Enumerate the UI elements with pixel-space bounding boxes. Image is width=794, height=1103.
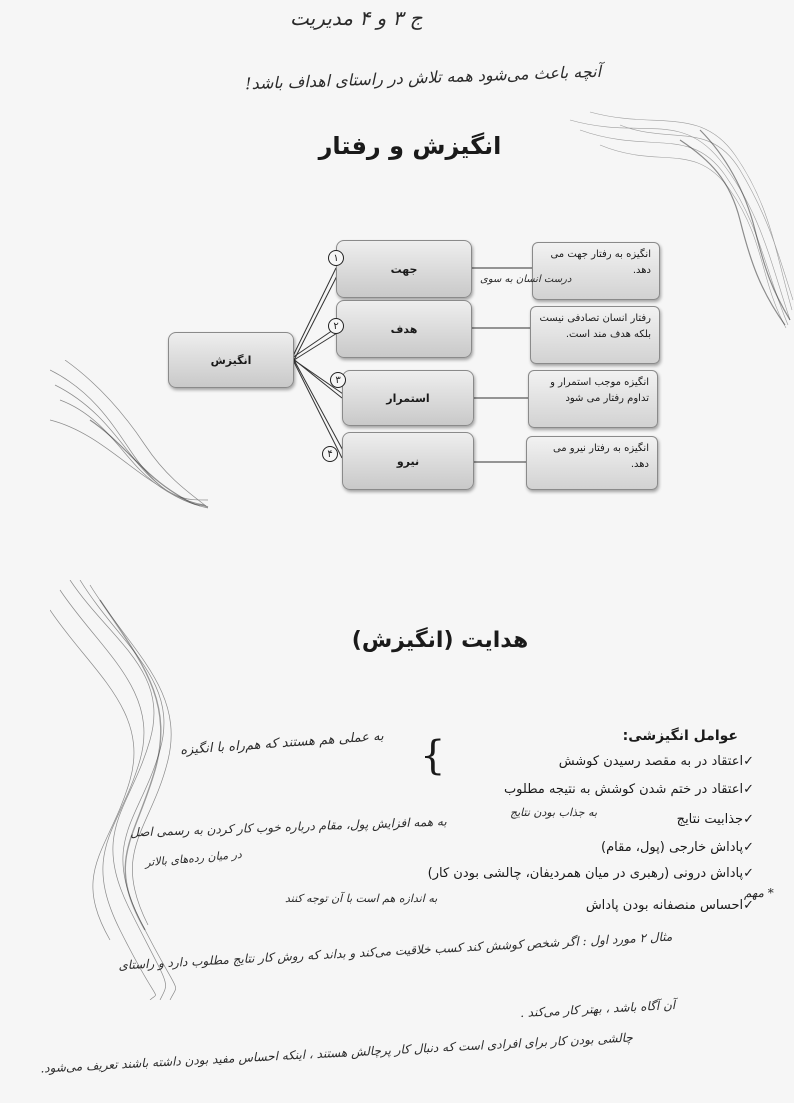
hand-note-2: به جذاب بودن نتایج (510, 806, 598, 819)
check-icon: ✓ (743, 840, 754, 855)
diagram-number-3: ۳ (330, 372, 346, 388)
hand-note-5: به اندازه هم است با آن توجه کنند (285, 892, 438, 905)
example-line-1: مثال ۲ مورد اول : اگر شخص کوشش کند کسب خلاقیت می‌کند و بداند که روش کار نتایج مطلوب دارد و راستای (118, 929, 673, 973)
diagram-center-box: انگیزش (168, 332, 294, 388)
factor-text-1: اعتقاد در به مقصد رسیدن کوشش (558, 754, 744, 769)
factor-text-2: اعتقاد در ختم شدن کوشش به نتیجه مطلوب (503, 782, 744, 797)
diagram-item-box-2: هدف (336, 300, 472, 358)
factor-text-3: جذابیت نتایج (676, 812, 744, 827)
factors-heading: عوامل انگیزشی: (622, 728, 738, 744)
factor-text-4: پاداش خارجی (پول، مقام) (601, 840, 744, 855)
check-icon: ✓ (743, 782, 754, 797)
section2-title: هدایت (انگیزش) (351, 628, 529, 653)
smoke-decoration-left-bottom (50, 580, 190, 1000)
factor-item-4 (601, 840, 754, 855)
diagram-desc-box-3 (528, 370, 658, 428)
diagram-desc-text-1: انگیزه به رفتار جهت می دهد. (550, 249, 651, 276)
diagram-number-1: ۱ (328, 250, 344, 266)
star-note: * مهم (744, 886, 774, 900)
hand-note-4: در میان رده‌های بالاتر (144, 847, 243, 870)
diagram-desc-box-2 (530, 306, 660, 364)
factor-item-3 (677, 812, 754, 827)
diagram-item-box-4: نیرو (342, 432, 474, 490)
factor-text-5: پاداش درونی (رهبری در میان همردیفان، چالشی بودن کار) (427, 866, 744, 881)
example-line-3: چالشی بودن کار برای افرادی است که دنبال کار پرچالش هستند ، اینکه احساس مفید بودن داشته باشند تعریف می‌شود. (40, 1030, 634, 1076)
check-icon: ✓ (743, 812, 754, 827)
factor-text-6: احساس منصفانه بودن پاداش (585, 898, 744, 913)
diagram-item-box-3: استمرار (342, 370, 474, 426)
diagram-desc-box-1 (532, 242, 660, 300)
hand-note-1: به عملی هم هستند که هم‌راه با انگیزه (179, 728, 385, 759)
diagram-number-4: ۴ (322, 446, 338, 462)
brace-mark: { (420, 733, 446, 779)
factor-item-5 (428, 866, 754, 881)
diagram-item-box-1: جهت (336, 240, 472, 298)
header-handwritten-note: ج ۳ و ۴ مدیریت (290, 6, 423, 30)
diagram-desc-hand-1: درست انسان به سوی (480, 274, 572, 285)
check-icon: ✓ (743, 866, 754, 881)
diagram-desc-text-3: انگیزه موجب استمرار و تداوم رفتار می شود (550, 377, 649, 404)
diagram-desc-text-2: رفتار انسان تصادفی نیست بلکه هدف مند است. (539, 313, 651, 340)
hand-note-3: به همه افزایش پول، مقام درباره خوب کار کردن به رسمی اصل (129, 814, 447, 840)
diagram-number-2: ۲ (328, 318, 344, 334)
example-line-2: آن آگاه باشد ، بهتر کار می‌کند . (519, 997, 676, 1021)
section1-title: انگیزش و رفتار (318, 132, 502, 160)
check-icon: ✓ (743, 754, 754, 769)
factor-item-6 (586, 898, 754, 913)
diagram-desc-box-4 (526, 436, 658, 490)
diagram-desc-text-4: انگیزه به رفتار نیرو می دهد. (552, 443, 649, 470)
factor-item-2 (504, 782, 754, 797)
top-handwritten-note: آنچه باعث می‌شود همه تلاش در راستای اهداف باشد! (244, 61, 602, 94)
factor-item-1 (559, 754, 754, 769)
check-icon: ✓ (743, 898, 754, 913)
